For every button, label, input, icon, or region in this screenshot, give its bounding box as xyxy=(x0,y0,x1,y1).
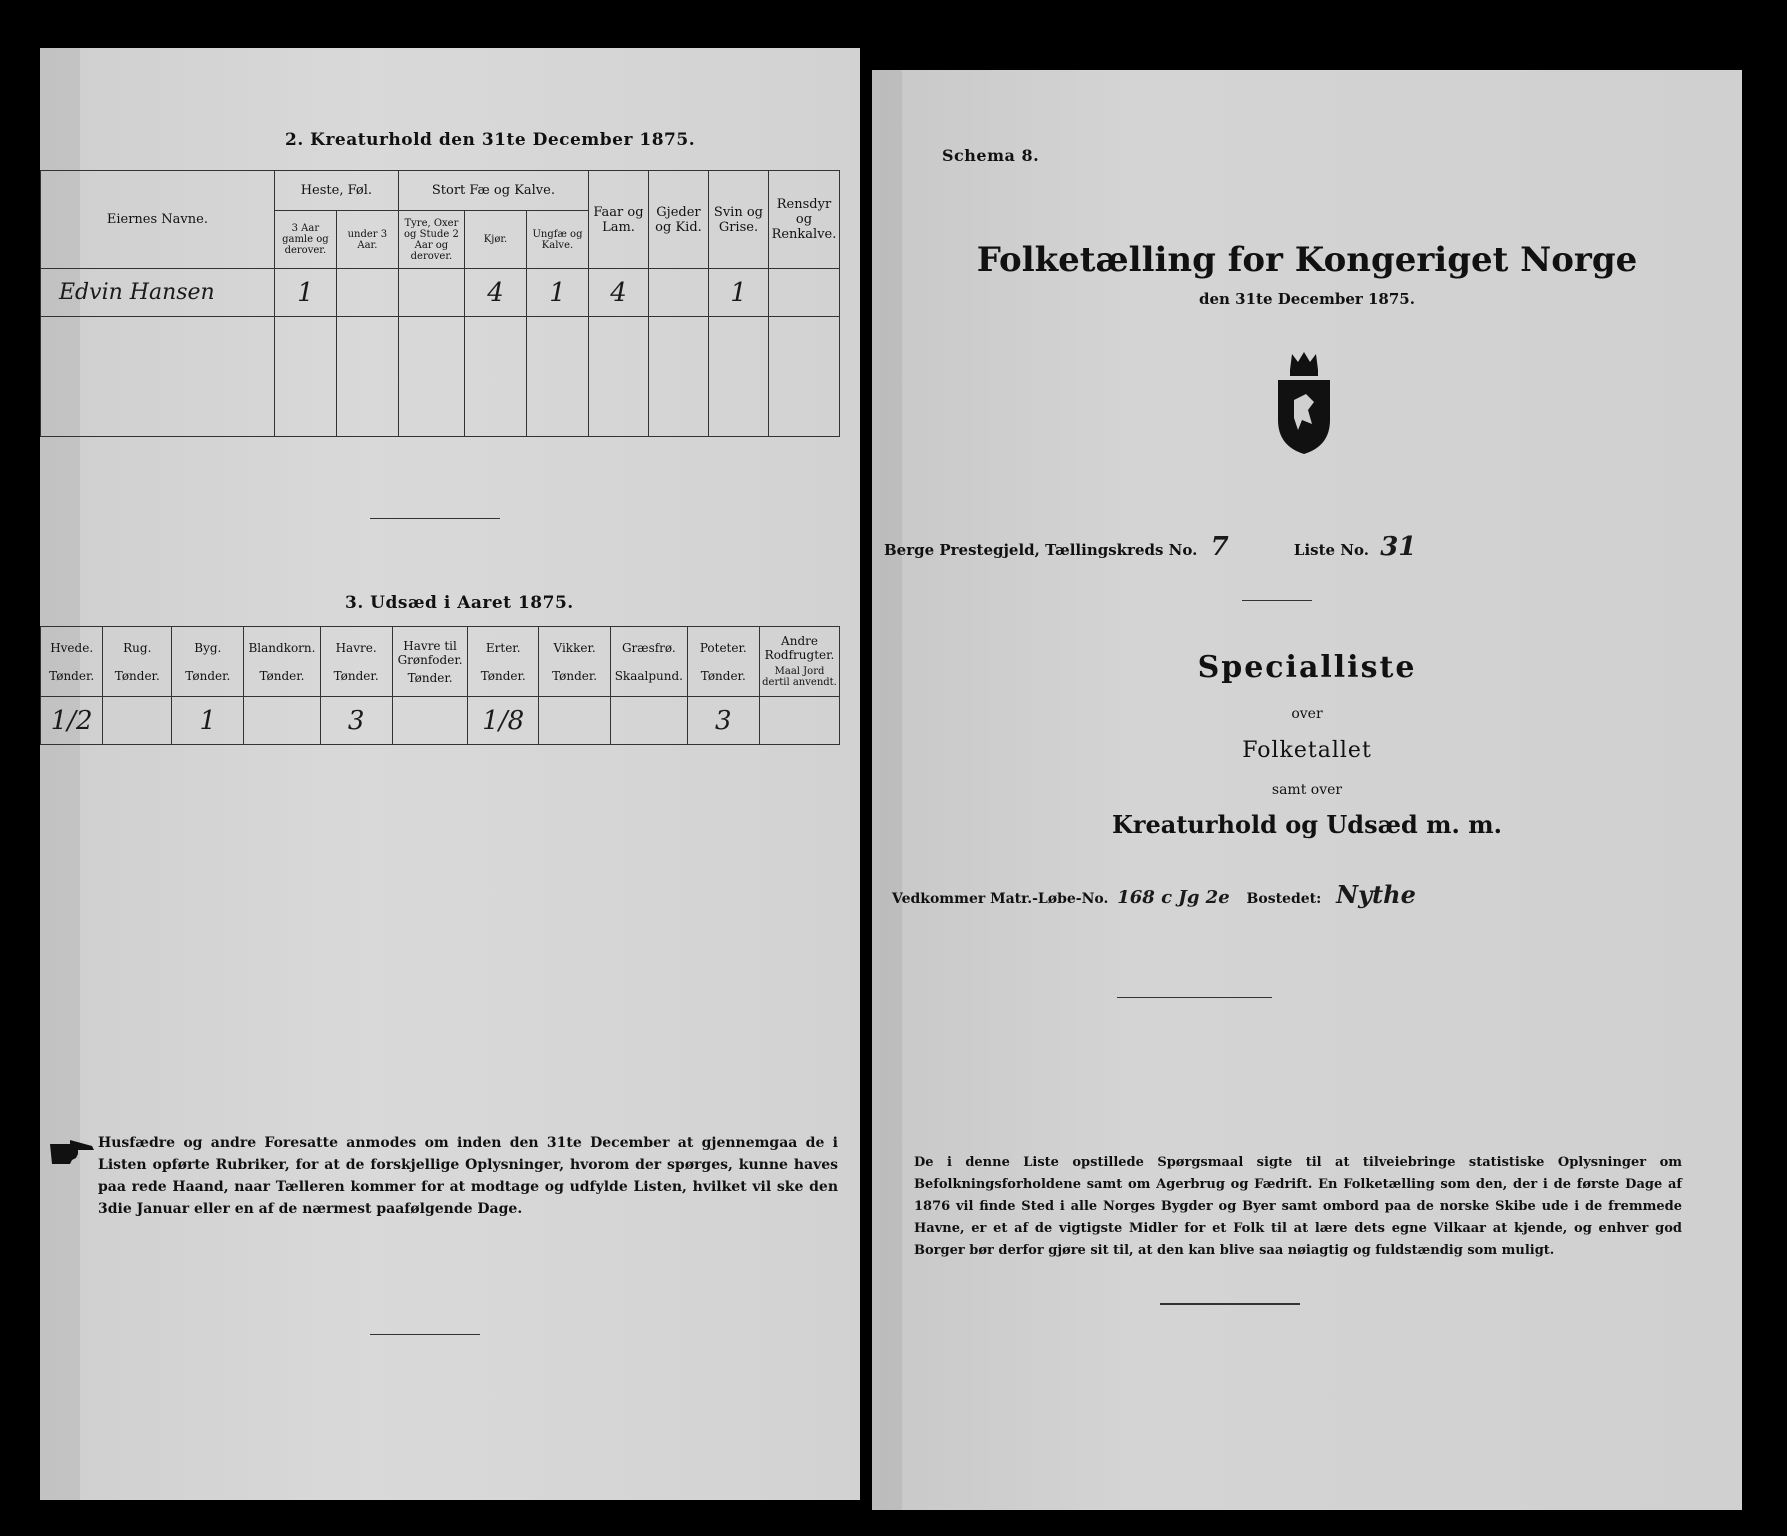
liste-no: 31 xyxy=(1380,532,1417,562)
svin-cell: 1 xyxy=(708,269,768,317)
over-text: over xyxy=(1291,706,1323,722)
coat-of-arms-icon xyxy=(1272,350,1336,456)
ungfae-header: Ungfæ og Kalve. xyxy=(526,211,588,269)
stort-fae-group-header: Stort Fæ og Kalve. xyxy=(398,171,588,211)
bostedet-label: Bostedet: xyxy=(1246,891,1322,907)
empty-row-cell xyxy=(336,317,398,437)
udsaed-value-cell xyxy=(103,697,172,745)
tyre-header: Tyre, Oxer og Stude 2 Aar og derover. xyxy=(398,211,464,269)
empty-row-cell xyxy=(41,317,275,437)
heste-under-header: under 3 Aar. xyxy=(336,211,398,269)
right-page xyxy=(872,70,1742,1510)
kreaturhold-text: Kreaturhold og Udsæd m. m. xyxy=(1112,810,1502,839)
udsaed-unit-label: Tønder. xyxy=(407,670,453,685)
folketallet-text: Folketallet xyxy=(1242,738,1372,763)
matr-no: 168 c Jg 2e xyxy=(1117,887,1230,908)
empty-row-cell xyxy=(464,317,526,437)
prestegjeld-line xyxy=(884,532,1416,562)
owner-header: Eiernes Navne. xyxy=(41,171,275,269)
udsaed-header-cell xyxy=(41,627,103,697)
main-title: Folketælling for Kongeriget Norge xyxy=(976,240,1638,280)
udsaed-header-label: Poteter. xyxy=(699,640,747,655)
kjor-header: Kjør. xyxy=(464,211,526,269)
heste-under-cell xyxy=(336,269,398,317)
udsaed-value-cell: 3 xyxy=(320,697,392,745)
udsaed-unit-label: Tønder. xyxy=(185,668,231,683)
udsaed-unit-label: Tønder. xyxy=(552,668,598,683)
udsaed-header-cell xyxy=(172,627,244,697)
kjor-cell: 4 xyxy=(464,269,526,317)
tyre-cell xyxy=(398,269,464,317)
udsaed-header-label: Havre til Grønfoder. xyxy=(397,638,463,667)
udsaed-unit-label: Tønder. xyxy=(700,668,746,683)
udsaed-header-label: Erter. xyxy=(485,640,521,655)
udsaed-header-label: Hvede. xyxy=(50,640,94,655)
udsaed-value-cell: 1/8 xyxy=(468,697,539,745)
separator-line xyxy=(370,518,500,519)
heste-group-header: Heste, Føl. xyxy=(274,171,398,211)
empty-row-cell xyxy=(708,317,768,437)
empty-row-cell xyxy=(768,317,839,437)
udsaed-unit-label: Tønder. xyxy=(333,668,379,683)
udsaed-header-label: Græsfrø. xyxy=(621,640,676,655)
gjeder-header: Gjeder og Kid. xyxy=(648,171,708,269)
separator-line xyxy=(1117,997,1272,998)
kreaturhold-table xyxy=(40,170,840,437)
svin-header: Svin og Grise. xyxy=(708,171,768,269)
info-paragraph: De i denne Liste opstillede Spørgsmaal sigte til at tilveiebringe statistiske Oplysninger om Befolkningsforholdene samt om Agerbrug og Fædrift. En Folketælling som den, der i de første Dage af 1876 vil finde Sted i alle Norges Bygder og Byer samt ombord paa de norske Skibe ude i de fremmede Havne, er et af de vigtigste Midler for et Folk til at lære dets egne Vilkaar at kjende, og enhver god Borger bør derfor gjøre sit til, at den kan blive saa nøiagtig og fuldstændig som muligt. xyxy=(914,1155,1682,1258)
census-date: den 31te December 1875. xyxy=(1199,290,1415,308)
udsaed-value-cell xyxy=(539,697,611,745)
udsaed-table xyxy=(40,626,840,745)
notice-text: Husfædre og andre Foresatte anmodes om inden den 31te December at gjennemgaa de i Listen opførte Rubriker, for at de forskjellige Oplysninger, hvorom der spørges, kunne haves paa rede Haand, naar Tælleren kommer for at modtage og udfylde Listen, hvilket vil ske den 3die Januar eller en af de nærmest paafølgende Dage. xyxy=(98,1135,838,1217)
empty-row-cell xyxy=(398,317,464,437)
udsaed-value-cell xyxy=(611,697,687,745)
udsaed-value-cell xyxy=(760,697,840,745)
empty-row-cell xyxy=(648,317,708,437)
udsaed-value-cell xyxy=(392,697,468,745)
udsaed-unit-label: Tønder. xyxy=(259,668,305,683)
gjeder-cell xyxy=(648,269,708,317)
matr-line xyxy=(892,880,1416,909)
separator-line xyxy=(1242,600,1312,601)
heste-3aar-header: 3 Aar gamle og derover. xyxy=(274,211,336,269)
udsaed-unit-label: Tønder. xyxy=(49,668,95,683)
udsaed-unit-label: Tønder. xyxy=(114,668,160,683)
empty-row-cell xyxy=(589,317,649,437)
udsaed-header-cell xyxy=(687,627,760,697)
udsaed-header-cell xyxy=(611,627,687,697)
rensdyr-cell xyxy=(768,269,839,317)
left-page xyxy=(40,48,860,1500)
udsaed-header-label: Havre. xyxy=(335,640,377,655)
section3-title: 3. Udsæd i Aaret 1875. xyxy=(345,593,574,613)
udsaed-header-label: Byg. xyxy=(194,640,222,655)
udsaed-value-cell: 3 xyxy=(687,697,760,745)
heste-3aar-cell: 1 xyxy=(274,269,336,317)
rensdyr-header: Rensdyr og Renkalve. xyxy=(768,171,839,269)
empty-row-cell xyxy=(274,317,336,437)
separator-line xyxy=(1160,1303,1300,1305)
udsaed-header-cell xyxy=(103,627,172,697)
udsaed-header-label: Rug. xyxy=(123,640,152,655)
tellingskreds-no: 7 xyxy=(1210,532,1229,562)
udsaed-header-cell xyxy=(392,627,468,697)
bostedet-value: Nythe xyxy=(1336,880,1416,909)
liste-label: Liste No. xyxy=(1293,541,1369,559)
ungfae-cell: 1 xyxy=(526,269,588,317)
special-title: Specialliste xyxy=(1197,650,1417,685)
samt-over-text: samt over xyxy=(1271,782,1343,798)
udsaed-value-cell: 1/2 xyxy=(41,697,103,745)
empty-row-cell xyxy=(526,317,588,437)
pointing-hand-icon xyxy=(48,1136,96,1166)
faar-header: Faar og Lam. xyxy=(589,171,649,269)
udsaed-header-cell xyxy=(760,627,840,697)
udsaed-unit-label: Maal Jord dertil anvendt. xyxy=(762,665,837,688)
udsaed-header-cell xyxy=(320,627,392,697)
udsaed-header-cell xyxy=(539,627,611,697)
udsaed-header-cell xyxy=(468,627,539,697)
udsaed-unit-label: Skaalpund. xyxy=(614,668,683,683)
udsaed-value-cell xyxy=(244,697,320,745)
udsaed-header-label: Blandkorn. xyxy=(248,640,316,655)
udsaed-header-cell xyxy=(244,627,320,697)
separator-line xyxy=(370,1334,480,1335)
faar-cell: 4 xyxy=(589,269,649,317)
udsaed-unit-label: Tønder. xyxy=(480,668,526,683)
prestegjeld-label: Berge Prestegjeld, Tællingskreds No. xyxy=(884,541,1198,559)
udsaed-value-cell: 1 xyxy=(172,697,244,745)
schema-label: Schema 8. xyxy=(942,146,1040,165)
udsaed-header-label: Vikker. xyxy=(553,640,596,655)
owner-cell: Edvin Hansen xyxy=(41,269,275,317)
udsaed-header-label: Andre Rodfrugter. xyxy=(764,634,835,662)
section2-title: 2. Kreaturhold den 31te December 1875. xyxy=(285,130,696,150)
matr-label: Vedkommer Matr.-Løbe-No. xyxy=(892,891,1109,907)
